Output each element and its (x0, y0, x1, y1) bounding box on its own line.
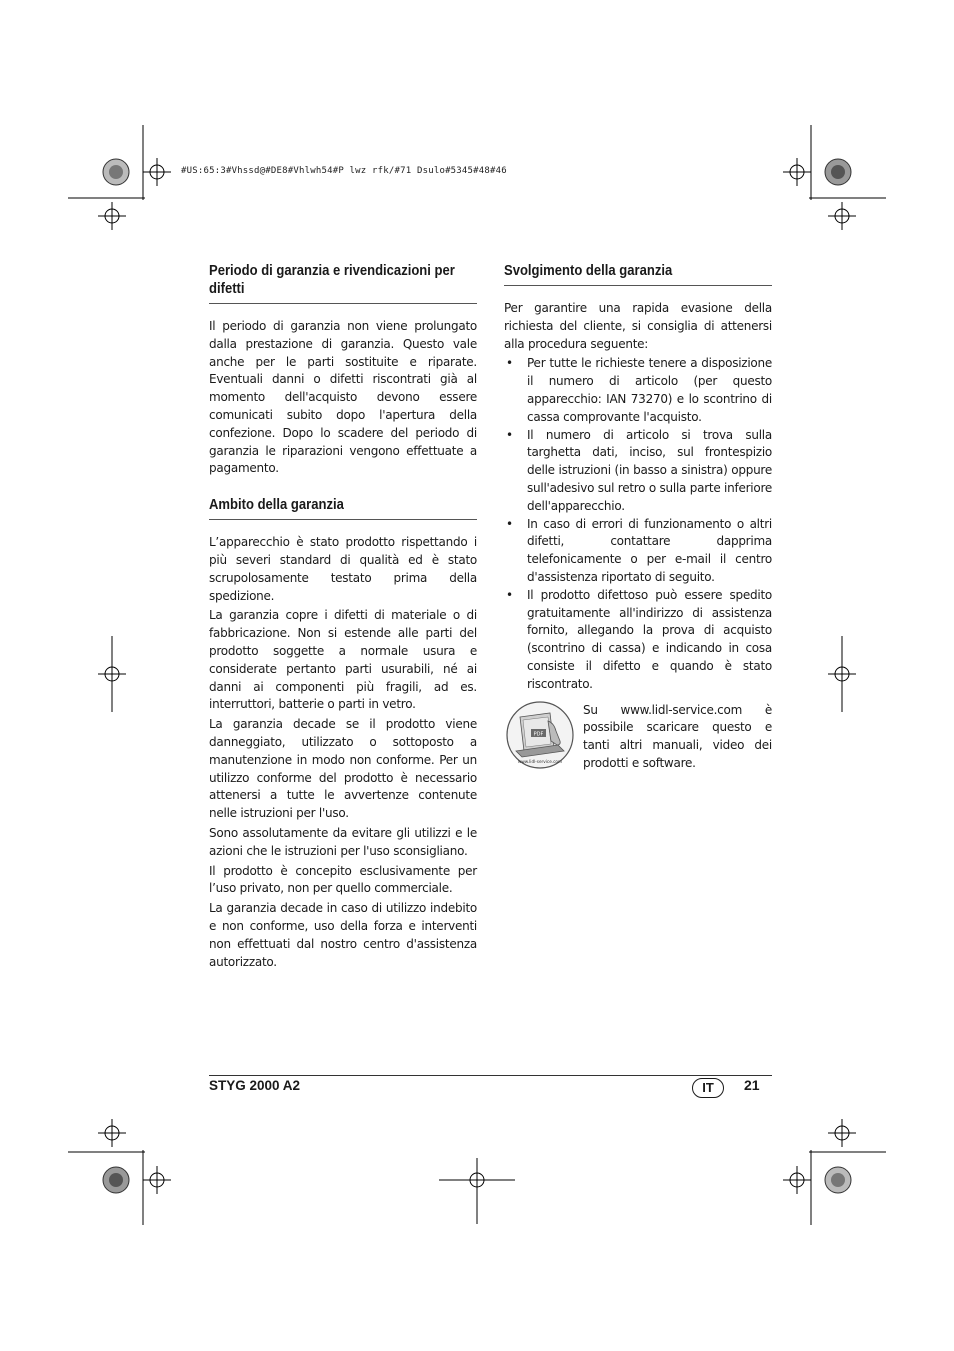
footer-rule (209, 1075, 772, 1076)
pdf-badge-label: PDF (533, 731, 544, 738)
lidl-service-info (504, 702, 772, 773)
heading-warranty-period-wrap (209, 262, 477, 304)
heading-scope-wrap (209, 496, 477, 520)
paragraph: La garanzia decade se il prodotto viene danneggiato, utilizzato o sottoposto a manutenzione in modo non conforme. Per un utilizzo conforme del prodotto è necessario attenersi a tutte le avvertenze contenute nelle istruzioni per l'uso. (209, 717, 477, 821)
list-item: • In caso di errori di funzionamento o altri difetti, contattare dapprima telefonicamente o per e-mail il centro d'assistenza riportato di seguito. (504, 516, 772, 587)
left-column (209, 262, 477, 973)
page-number: 21 (744, 1077, 760, 1093)
lidl-url-label: www.lidl-service.com (517, 758, 563, 764)
language-badge: IT (692, 1078, 724, 1098)
list-item: • Il numero di articolo si trova sulla targhetta dati, inciso, sul frontespizio delle istruzioni (in basso a sinistra) oppure sull'adesivo sul retro o sulla parte inferiore dell'apparecchio. (504, 427, 772, 516)
paragraph: La garanzia copre i difetti di materiale o di fabbricazione. Non si estende alle parti del prodotto soggette a normale usura e considerate pertanto parti usurabili, né ai danni ai componenti più fragili, ad es. interruttori, batterie o parti in vetro. (209, 608, 477, 712)
lidl-service-laptop-icon (504, 699, 576, 771)
heading-procedure-wrap (504, 262, 772, 286)
right-column (504, 262, 772, 773)
heading-scope: Ambito della garanzia (209, 497, 344, 514)
paragraph: Sono assolutamente da evitare gli utilizzi e le azioni che le istruzioni per l'uso sconsigliano. (209, 825, 477, 858)
list-item: • Per tutte le richieste tenere a disposizione il numero di articolo (per questo apparecchio: IAN 73270) e lo scontrino di cassa comprovante l'acquisto. (504, 355, 772, 426)
paragraph: Il periodo di garanzia non viene prolungato dalla prestazione di garanzia. Questo vale anche per le parti sostituite e riparate. Eventuali danni o difetti riscontrati già al momento dell'acquisto devono essere comunicati subito dopo l'apertura della confezione. Dopo lo scadere del periodo di garanzia le riparazioni vengono effettuate a pagamento. (209, 319, 477, 476)
list-item: • Il prodotto difettoso può essere spedito gratuitamente all'indirizzo di assistenza fornito, allegando la prova di acquisto (scontrino di cassa) e indicando in cosa consiste il difetto e quando è stato riscontrato. (504, 587, 772, 694)
lidl-service-text: Su www.lidl-service.com è possibile scaricare questo e tanti altri manuali, video dei prodotti e software. (583, 702, 772, 770)
footer-model: STYG 2000 A2 (209, 1078, 301, 1093)
print-slug: #US:65:3#Vhssd@#DE8#Vhlwh54#P lwz rfk/#71 Dsulo#5345#48#46 (181, 166, 507, 176)
paragraph: L’apparecchio è stato prodotto rispettando i più severi standard di qualità ed è stato scrupolosamente testato prima della spedizione. (209, 535, 477, 603)
paragraph: La garanzia decade in caso di utilizzo indebito e non conforme, uso della forza e interventi non effettuati dal nostro centro d'assistenza autorizzato. (209, 901, 477, 969)
procedure-intro: Per garantire una rapida evasione della richiesta del cliente, si consiglia di attenersi alla procedura seguente: (504, 301, 772, 351)
procedure-list (504, 355, 772, 693)
paragraph: Il prodotto è concepito esclusivamente per l’uso privato, non per quello commerciale. (209, 863, 477, 896)
heading-procedure: Svolgimento della garanzia (504, 263, 673, 279)
heading-warranty-period: Periodo di garanzia e rivendicazioni per difetti (209, 263, 455, 297)
